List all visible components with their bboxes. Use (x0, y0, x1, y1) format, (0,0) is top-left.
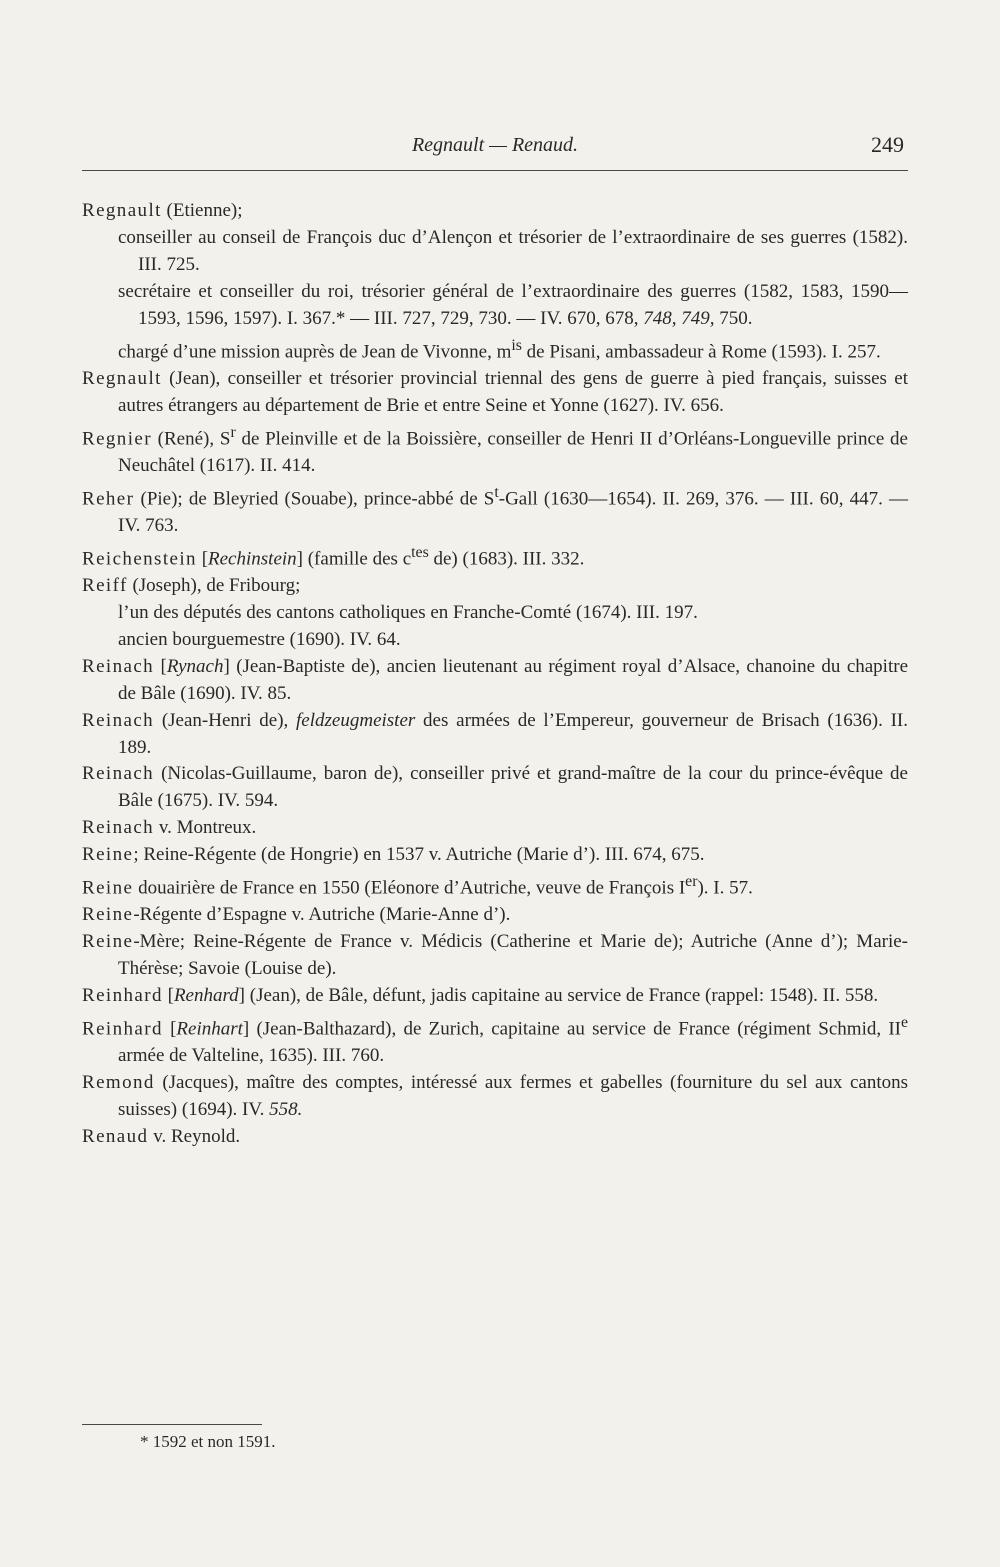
entry-headword: Remond (82, 1072, 155, 1094)
entry-headword: Reinach (82, 709, 155, 731)
entry-superscript: r (230, 423, 236, 441)
entry-italic-text: Reinhart (176, 1018, 243, 1040)
entry-italic-text: Rechinstein (208, 548, 297, 570)
index-entry (82, 708, 908, 762)
entry-headword: Reine (82, 844, 134, 866)
entry-text: ; Reine-Régente (de Hongrie) en 1537 v. Autriche (Marie d’). III. 674, 675. (133, 844, 705, 866)
index-subentry: conseiller au conseil de François duc d’Alençon et trésorier de l’extraordinaire de ses guerres (1582). III. 725. (118, 226, 908, 275)
index-entry (82, 480, 908, 540)
entry-headword: Regnault (82, 367, 162, 389)
entry-text: v. Montreux. (154, 817, 257, 839)
index-entry (82, 1124, 908, 1151)
entry-superscript: er (685, 873, 698, 891)
entry-headword: Reine (82, 931, 134, 953)
entry-text: de Pleinville et de la Boissière, conseiller de Henri II d’Orléans-Longueville prince de Neuchâtel (1617). II. 414. (118, 427, 908, 476)
entry-headword: Reine (82, 904, 134, 926)
entry-headword: Reinhard (82, 1018, 163, 1040)
index-entry (82, 654, 908, 708)
index-entry (82, 573, 908, 600)
index-subentry: ancien bourguemestre (1690). IV. 64. (118, 628, 401, 650)
entry-text: armée de Valteline, 1635). III. 760. (118, 1045, 385, 1067)
entry-text: (Nicolas-Guillaume, baron de), conseiller privé et grand-maître de la cour du prince-évêque de Bâle (1675). IV. 594. (118, 763, 908, 812)
entry-text: v. Reynold. (148, 1125, 241, 1147)
entry-text: (Joseph), de Fribourg; (127, 575, 301, 597)
entry-text: [ (154, 655, 167, 677)
index-entry (82, 983, 908, 1010)
entry-headword: Regnier (82, 427, 152, 449)
entry-headword: Regnault (82, 200, 162, 221)
entry-headword: Reichenstein (82, 548, 197, 570)
entry-text: (Pie); de Bleyried (Souabe), prince-abbé de S (134, 488, 495, 510)
entry-text: ] (Jean-Baptiste de), ancien lieutenant au régiment royal d’Alsace, chanoine du chapitre de Bâle (1690). IV. 85. (118, 655, 908, 704)
entry-text: -Gall (1630—1654). II. 269, 376. — III. 60, 447. — IV. 763. (118, 488, 908, 536)
entry-italic-text: Rynach (166, 655, 224, 677)
index-entry (82, 929, 908, 983)
index-entry (82, 869, 908, 902)
entry-superscript: is (511, 336, 522, 354)
index-subentry (82, 333, 908, 366)
entry-text: (René), S (151, 427, 231, 449)
entry-text: -Mère; Reine-Régente de France v. Médicis (Catherine et Marie de); Autriche (Anne d’); Marie-Thérèse; Savoie (Louise de). (118, 931, 908, 980)
entry-italic-text: feldzeugmeister (296, 709, 416, 731)
index-entry (82, 1010, 908, 1070)
footnote: * 1592 et non 1591. (140, 1432, 276, 1451)
entry-text: (Jean), conseiller et trésorier provincial triennal des gens de guerre à pied français, suisses et autres étrangers au département de Brie et entre Seine et Yonne (1627). IV. 656. (118, 367, 908, 416)
index-entry (82, 902, 908, 929)
entry-text: ). I. 57. (697, 877, 753, 899)
entry-text: -Régente d’Espagne v. Autriche (Marie-Anne d’). (133, 904, 511, 926)
index-entry (82, 761, 908, 815)
index-entries (82, 198, 908, 1151)
entry-headword: Reine (82, 877, 134, 899)
entry-text: ] (famille des c (296, 548, 412, 570)
index-entry (82, 420, 908, 480)
entry-headword: Reinach (82, 655, 155, 677)
running-header (82, 130, 908, 171)
entry-text: secrétaire et conseiller du roi, trésorier général de l’extraordinaire des guerres (1582, 1583, 1590—1593, 1596, 1597). I. 367.* — III. 727, 729, 730. — IV. 670, 678, (118, 280, 908, 329)
entry-headword: Reinach (82, 817, 155, 839)
entry-italic-text: 748, 749, (643, 307, 715, 329)
entry-text: [ (162, 1018, 177, 1040)
index-entry (82, 198, 908, 225)
entry-text: (Jacques), maître des comptes, intéressé aux fermes et gabelles (fourniture du sel aux cantons suisses) (1694). IV. (118, 1072, 908, 1120)
index-entry (82, 842, 908, 869)
entry-text: ] (Jean), de Bâle, défunt, jadis capitaine au service de France (rappel: 1548). II. 558. (238, 985, 879, 1007)
entry-superscript: tes (411, 543, 429, 561)
entry-superscript: t (494, 483, 499, 501)
index-entry (82, 366, 908, 420)
entry-text: de Pisani, ambassadeur à Rome (1593). I. 257. (521, 340, 881, 362)
index-entry (82, 540, 908, 573)
entry-text: (Etienne); (161, 200, 243, 221)
index-subentry: l’un des députés des cantons catholiques en Franche-Comté (1674). III. 197. (118, 602, 698, 623)
entry-headword: Reher (82, 488, 135, 510)
entry-superscript: e (900, 1013, 908, 1031)
entry-headword: Reinhard (82, 985, 163, 1007)
entry-text: ] (Jean-Balthazard), de Zurich, capitaine au service de France (régiment Schmid, II (242, 1018, 901, 1040)
entry-italic-text: Renhard (173, 985, 239, 1007)
index-entry (82, 1070, 908, 1124)
index-entry (82, 815, 908, 842)
entry-text: [ (162, 985, 174, 1007)
page-number: 249 (871, 132, 904, 157)
entry-text: 750. (714, 307, 753, 329)
entry-headword: Reinach (82, 763, 155, 785)
entry-italic-text: 558. (269, 1098, 303, 1120)
entry-headword: Reiff (82, 575, 128, 597)
entry-text: des armées de l’Empereur, gouverneur de Brisach (1636). II. 189. (118, 709, 908, 758)
footnote-rule (82, 1424, 262, 1425)
entry-text: (Jean-Henri de), (154, 709, 297, 731)
entry-text: de) (1683). III. 332. (428, 548, 585, 570)
entry-text: [ (196, 548, 209, 570)
index-subentry (82, 279, 908, 333)
entry-text: chargé d’une mission auprès de Jean de Vivonne, m (118, 340, 512, 362)
running-title: Regnault — Renaud. (411, 134, 579, 156)
entry-text: douairière de France en 1550 (Eléonore d’Autriche, veuve de François I (133, 877, 686, 899)
entry-headword: Renaud (82, 1125, 149, 1147)
